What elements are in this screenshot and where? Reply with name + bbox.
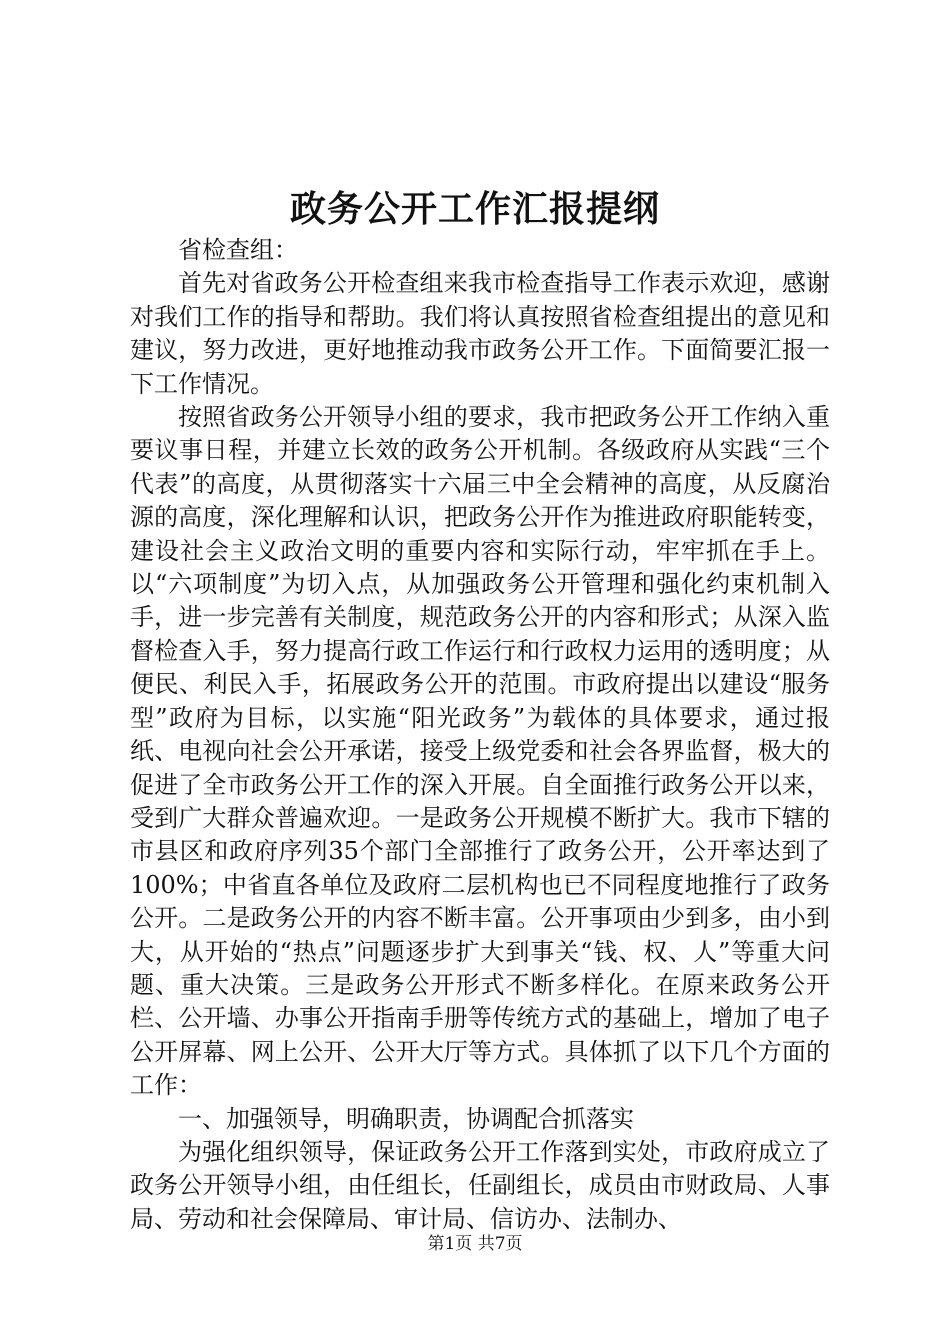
- paragraph-intro: 首先对省政务公开检查组来我市检查指导工作表示欢迎，感谢对我们工作的指导和帮助。我们将认真按照省检查组提出的意见和建议，努力改进，更好地推动我市政务公开工作。下面简要汇报一下工作情况。: [130, 269, 830, 398]
- paragraph-section-1: 为强化组织领导，保证政务公开工作落到实处，市政府成立了政务公开领导小组，由任组长，任副组长，成员由市财政局、人事局、劳动和社会保障局、审计局、信访办、法制办、: [130, 1137, 830, 1233]
- document-title: 政务公开工作汇报提纲: [289, 188, 660, 230]
- paragraph-overview: 按照省政务公开领导小组的要求，我市把政务公开工作纳入重要议事日程，并建立长效的政务公开机制。各级政府从实践“三个代表”的高度，从贯彻落实十六届三中全会精神的高度，从反腐治源的高度，深化理解和认识，把政务公开作为推进政府职能转变，建设社会主义政治文明的重要内容和实际行动，牢牢抓在手上。以“六项制度”为切入点，从加强政务公开管理和强化约束机制入手，进一步完善有关制度，规范政务公开的内容和形式；从深入监督检查入手，努力提高行政工作运行和行政权力运用的透明度；从便民、利民入手，拓展政务公开的范围。市政府提出以建设“服务型”政府为目标，以实施“阳光政务”为载体的具体要求，通过报纸、电视向社会公开承诺，接受上级党委和社会各界监督，极大的促进了全市政务公开工作的深入开展。自全面推行政务公开以来，受到广大群众普遍欢迎。一是政务公开规模不断扩大。我市下辖的市县区和政府序列35个部门全部推行了政务公开，公开率达到了100%；中省直各单位及政府二层机构也已不同程度地推行了政务公开。二是政务公开的内容不断丰富。公开事项由少到多，由小到大，从开始的“热点”问题逐步扩大到事关“钱、权、人”等重大问题、重大决策。三是政务公开形式不断多样化。在原来政务公开栏、公开墙、办事公开指南手册等传统方式的基础上，增加了电子公开屏幕、网上公开、公开大厅等方式。具体抓了以下几个方面的工作：: [130, 403, 830, 1100]
- document-body: [130, 234, 830, 1236]
- page-number-footer: 第1页 共7页: [427, 1234, 523, 1254]
- salutation: 省检查组：: [178, 236, 298, 264]
- section-heading-1: 一、加强领导，明确职责，协调配合抓落实: [178, 1104, 634, 1133]
